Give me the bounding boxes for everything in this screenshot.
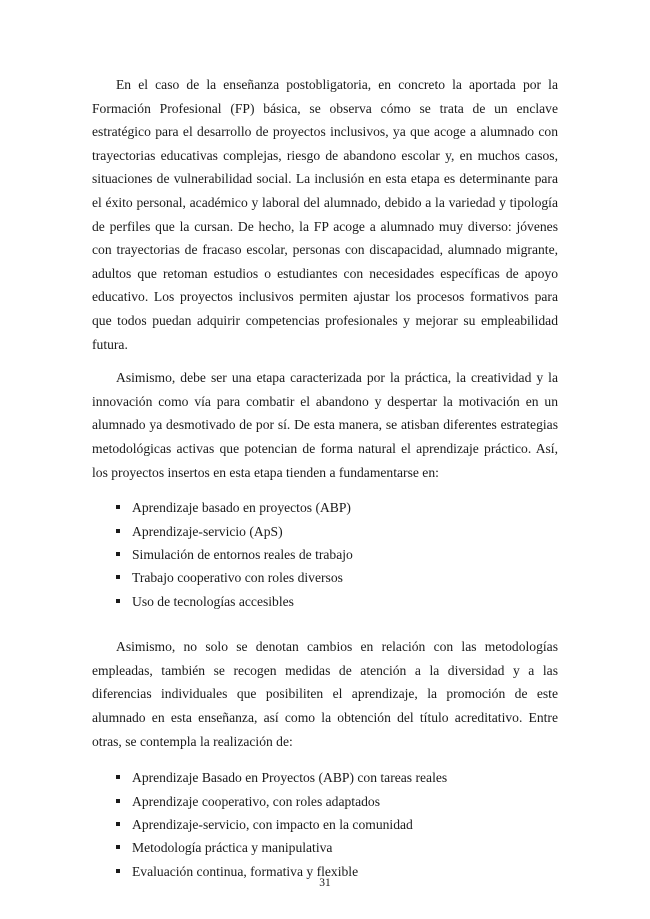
paragraph-atencion-diversidad: Asimismo, no solo se denotan cambios en relación con las metodologías empleadas, también se recogen medidas de atención a la diversidad y a las diferencias individuales que posibiliten el aprendizaje, la promoción de este alumnado en esta enseñanza, así como la obtención del título acreditativo. Entre otras, se contempla la realización de: bbox=[92, 639, 558, 749]
list-item bbox=[116, 790, 558, 813]
list-item-text: Aprendizaje-servicio, con impacto en la comunidad bbox=[132, 816, 413, 832]
square-bullet-icon bbox=[116, 822, 120, 826]
list-item-text: Aprendizaje-servicio (ApS) bbox=[132, 523, 283, 539]
list-item bbox=[116, 543, 558, 566]
square-bullet-icon bbox=[116, 552, 120, 556]
list-item bbox=[116, 836, 558, 859]
list-item-text: Uso de tecnologías accesibles bbox=[132, 593, 294, 609]
list-item bbox=[116, 566, 558, 589]
paragraph-fp-basica: En el caso de la enseñanza postobligatoria, en concreto la aportada por la Formación Profesional (FP) básica, se observa cómo se trata de un enclave estratégico para el desarrollo de proyectos inclusivos, ya que acoge a alumnado con trayectorias educativas complejas, riesgo de abandono escolar y, en muchos casos, situaciones de vulnerabilidad social. La inclusión en esta etapa es determinante para el éxito personal, académico y laboral del alumnado, debido a la variedad y tipología de perfiles que la cursan. De hecho, la FP acoge a alumnado muy diverso: jóvenes con trayectorias de fracaso escolar, personas con discapacidad, alumnado migrante, adultos que retoman estudios o estudiantes con necesidades específicas de apoyo educativo. Los proyectos inclusivos permiten ajustar los procesos formativos para que todos puedan adquirir competencias profesionales y mejorar su empleabilidad futura. bbox=[92, 77, 558, 352]
bullet-list-fundamentos bbox=[92, 496, 558, 613]
list-item-text: Aprendizaje basado en proyectos (ABP) bbox=[132, 500, 351, 516]
list-item-text: Trabajo cooperativo con roles diversos bbox=[132, 570, 343, 586]
list-item-text: Metodología práctica y manipulativa bbox=[132, 840, 333, 856]
paragraph-metodologias: Asimismo, debe ser una etapa caracterizada por la práctica, la creatividad y la innovación como vía para combatir el abandono y despertar la motivación en un alumnado ya desmotivado de por sí. De esta manera, se atisban diferentes estrategias metodológicas activas que potencian de forma natural el aprendizaje práctico. Así, los proyectos insertos en esta etapa tienden a fundamentarse en: bbox=[92, 370, 558, 480]
bullet-list-medidas bbox=[92, 766, 558, 883]
list-item-text: Evaluación continua, formativa y flexible bbox=[132, 863, 359, 879]
list-item bbox=[116, 813, 558, 836]
list-item-text: Simulación de entornos reales de trabajo bbox=[132, 546, 353, 562]
list-item-text: Aprendizaje cooperativo, con roles adaptados bbox=[132, 793, 380, 809]
list-item bbox=[116, 766, 558, 789]
square-bullet-icon bbox=[116, 599, 120, 603]
square-bullet-icon bbox=[116, 845, 120, 849]
square-bullet-icon bbox=[116, 529, 120, 533]
square-bullet-icon bbox=[116, 505, 120, 509]
square-bullet-icon bbox=[116, 575, 120, 579]
square-bullet-icon bbox=[116, 869, 120, 873]
page-body bbox=[92, 73, 558, 883]
list-item-text: Aprendizaje Basado en Proyectos (ABP) con tareas reales bbox=[132, 770, 448, 786]
square-bullet-icon bbox=[116, 799, 120, 803]
list-item bbox=[116, 496, 558, 519]
list-item bbox=[116, 590, 558, 613]
page-number: 31 bbox=[319, 877, 331, 889]
list-item bbox=[116, 520, 558, 543]
square-bullet-icon bbox=[116, 775, 120, 779]
